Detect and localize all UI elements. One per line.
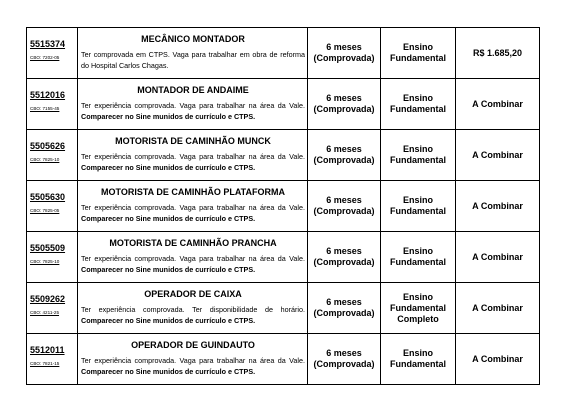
job-title: OPERADOR DE CAIXA (144, 289, 242, 299)
education-line: Ensino (402, 246, 433, 256)
education-line: Fundamental (389, 359, 446, 369)
job-title: OPERADOR DE GUINDAUTO (131, 340, 255, 350)
experience-cell (308, 232, 381, 283)
salary-value: A Combinar (472, 98, 523, 109)
salary-value: A Combinar (472, 302, 523, 313)
education-line: Ensino (402, 348, 433, 358)
description-text: Ter experiência comprovada. Vaga para trabalhar na área da Vale. (81, 101, 305, 110)
education-line: Fundamental (389, 155, 446, 165)
experience-line: 6 meses (326, 246, 362, 256)
experience-line: 6 meses (326, 348, 362, 358)
experience-cell (308, 28, 381, 79)
job-code-cell (27, 232, 78, 283)
education-cell (381, 130, 456, 181)
job-code: 5512011 (30, 345, 65, 355)
description-text: Ter experiência comprovada. Ter disponibilidade de horário. (81, 305, 305, 314)
job-description (81, 151, 305, 173)
experience-line: 6 meses (326, 144, 362, 154)
description-instruction: Comparecer no Sine munidos de currículo e CTPS. (81, 316, 256, 325)
job-description (81, 100, 305, 122)
experience-line: 6 meses (326, 297, 362, 307)
experience-line: 6 meses (326, 195, 362, 205)
job-description (81, 202, 305, 224)
education-line: Ensino (402, 42, 433, 52)
description-text: Ter experiência comprovada. Vaga para trabalhar na área da Vale. (81, 254, 305, 263)
experience-line: (Comprovada) (313, 155, 375, 165)
cbo-code: CBO: 4211-25 (30, 310, 60, 315)
job-code: 5505509 (30, 243, 66, 253)
job-title: MOTORISTA DE CAMINHÃO PLATAFORMA (101, 187, 285, 197)
job-code: 5515374 (30, 39, 66, 49)
job-code-cell (27, 334, 78, 385)
education-line: Fundamental (389, 53, 446, 63)
salary-cell (456, 283, 540, 334)
job-title: MOTORISTA DE CAMINHÃO MUNCK (115, 136, 271, 146)
description-text: Ter experiência comprovada. Vaga para trabalhar na área da Vale. (81, 152, 305, 161)
job-title: MONTADOR DE ANDAIME (137, 85, 249, 95)
experience-cell (308, 79, 381, 130)
education-cell (381, 283, 456, 334)
job-row (27, 130, 540, 181)
description-instruction: Comparecer no Sine munidos de currículo e CTPS. (81, 367, 256, 376)
cbo-code: CBO: 7202-05 (30, 55, 60, 60)
job-row (27, 28, 540, 79)
jobs-table (26, 27, 540, 385)
salary-cell (456, 28, 540, 79)
experience-cell (308, 334, 381, 385)
experience-line: 6 meses (326, 93, 362, 103)
description-instruction: Comparecer no Sine munidos de currículo e CTPS. (81, 112, 256, 121)
description-text: Ter experiência comprovada. Vaga para trabalhar na área da Vale. (81, 356, 305, 365)
job-code: 5505630 (30, 192, 66, 202)
job-row (27, 181, 540, 232)
education-cell (381, 28, 456, 79)
education-cell (381, 334, 456, 385)
salary-cell (456, 334, 540, 385)
description-instruction: Comparecer no Sine munidos de currículo e CTPS. (81, 214, 256, 223)
job-description-cell (78, 181, 308, 232)
education-line: Ensino (402, 291, 433, 302)
experience-cell (308, 130, 381, 181)
job-description-cell (78, 334, 308, 385)
education-line: Fundamental (389, 257, 446, 267)
experience-line: (Comprovada) (313, 206, 375, 216)
job-row (27, 232, 540, 283)
description-text: Ter experiência comprovada. Vaga para trabalhar na área da Vale. (81, 203, 305, 212)
salary-value: R$ 1.685,20 (472, 47, 523, 58)
job-code-cell (27, 28, 78, 79)
job-code-cell (27, 283, 78, 334)
job-title: MOTORISTA DE CAMINHÃO PRANCHA (109, 238, 277, 248)
education-cell (381, 181, 456, 232)
job-row (27, 79, 540, 130)
experience-line: (Comprovada) (313, 257, 375, 267)
job-code: 5509262 (30, 294, 66, 304)
job-code-cell (27, 130, 78, 181)
salary-value: A Combinar (472, 251, 523, 262)
job-description-cell (78, 232, 308, 283)
job-description-cell (78, 28, 308, 79)
cbo-code: CBO: 7821-15 (30, 361, 60, 366)
description-instruction: Comparecer no Sine munidos de currículo e CTPS. (81, 163, 256, 172)
experience-line: (Comprovada) (313, 53, 375, 63)
cbo-code: CBO: 7155-45 (30, 106, 60, 111)
salary-cell (456, 79, 540, 130)
job-description (81, 355, 305, 377)
salary-cell (456, 130, 540, 181)
job-row (27, 283, 540, 334)
education-line: Ensino (402, 93, 433, 103)
experience-line: (Comprovada) (313, 359, 375, 369)
experience-cell (308, 283, 381, 334)
job-description-cell (78, 283, 308, 334)
description-text: Ter comprovada em CTPS. Vaga para trabalhar em obra de reforma do Hospital Carlos Chagas. (81, 50, 305, 70)
salary-cell (456, 181, 540, 232)
education-line: Fundamental (389, 302, 446, 313)
job-description-cell (78, 79, 308, 130)
experience-line: (Comprovada) (313, 308, 375, 318)
education-cell (381, 79, 456, 130)
education-line: Completo (397, 313, 439, 324)
experience-line: (Comprovada) (313, 104, 375, 114)
education-line: Ensino (402, 144, 433, 154)
salary-cell (456, 232, 540, 283)
experience-cell (308, 181, 381, 232)
job-description (81, 253, 305, 275)
cbo-code: CBO: 7825-10 (30, 157, 60, 162)
education-line: Fundamental (389, 206, 446, 216)
salary-value: A Combinar (472, 353, 523, 364)
job-description-cell (78, 130, 308, 181)
job-code-cell (27, 79, 78, 130)
education-cell (381, 232, 456, 283)
job-code: 5512016 (30, 90, 66, 100)
job-description (81, 49, 305, 71)
job-code-cell (27, 181, 78, 232)
cbo-code: CBO: 7825-05 (30, 208, 60, 213)
cbo-code: CBO: 7825-10 (30, 259, 60, 264)
education-line: Ensino (402, 195, 433, 205)
education-line: Fundamental (389, 104, 446, 114)
job-description (81, 304, 305, 326)
job-row (27, 334, 540, 385)
salary-value: A Combinar (472, 200, 523, 211)
job-code: 5505626 (30, 141, 66, 151)
salary-value: A Combinar (472, 149, 523, 160)
jobs-table-body (27, 28, 540, 385)
description-instruction: Comparecer no Sine munidos de currículo e CTPS. (81, 265, 256, 274)
experience-line: 6 meses (326, 42, 362, 52)
job-title: MECÂNICO MONTADOR (141, 34, 245, 44)
